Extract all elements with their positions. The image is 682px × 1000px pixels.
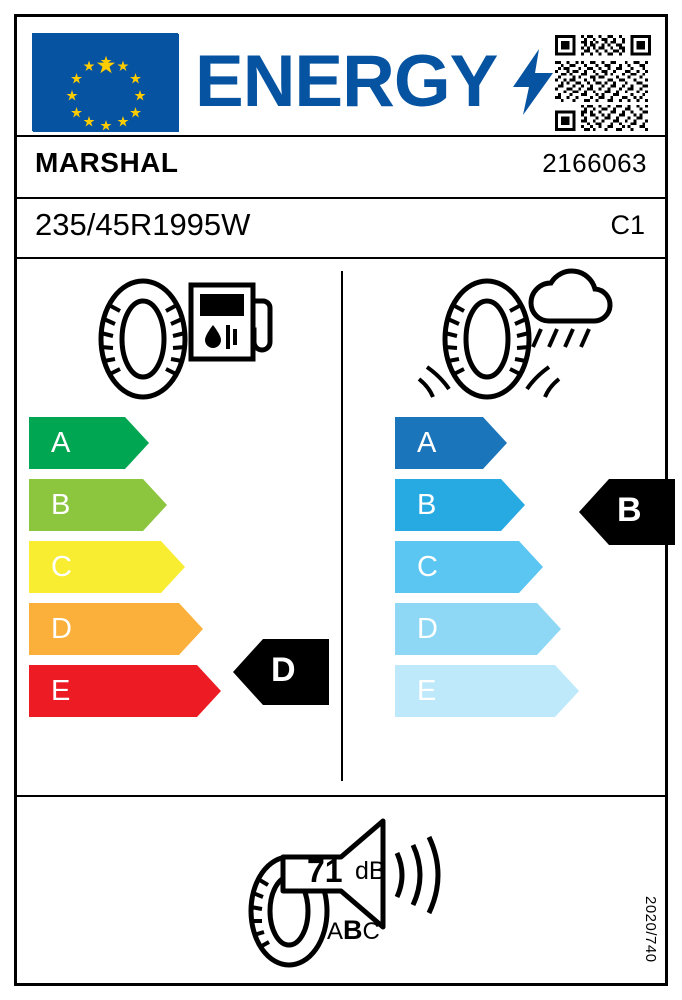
fuel-efficiency-pictogram (87, 267, 277, 407)
wet-selected-marker (579, 479, 675, 545)
lightning-bolt-icon (511, 49, 555, 115)
brand-code: 2166063 (542, 148, 647, 178)
tyre-icon (445, 281, 529, 397)
noise-unit: dB (355, 857, 386, 885)
regulation-year: 2020/740 (642, 896, 659, 963)
eu-flag (32, 33, 178, 131)
noise-value: 71 (307, 853, 343, 889)
wet-selected-letter: B (617, 491, 642, 529)
wet-grip-column (341, 257, 665, 795)
grade-bar (29, 541, 353, 593)
grade-letter: E (51, 675, 71, 707)
grade-bar (395, 603, 682, 655)
grade-bar (395, 417, 682, 469)
tyre-size-row (17, 197, 665, 257)
label-header (17, 17, 665, 135)
grade-bar (395, 665, 682, 717)
noise-class-a: A (327, 918, 344, 945)
grading-section (17, 257, 665, 795)
grade-letter: B (417, 489, 437, 521)
energy-label-card (14, 14, 668, 986)
grade-letter: C (51, 551, 72, 583)
grade-bar (29, 417, 353, 469)
brand-row (17, 135, 665, 195)
fuel-selected-marker (233, 639, 329, 705)
grade-letter: C (417, 551, 438, 583)
wet-grade-bars (341, 417, 682, 727)
tyre-size: 235/45R1995W (35, 207, 251, 242)
tyre-class: C1 (610, 210, 645, 240)
grade-letter: E (417, 675, 437, 707)
grade-letter: D (51, 613, 72, 645)
fuel-pump-icon (191, 285, 270, 359)
noise-class-scale (327, 915, 380, 946)
noise-class-b: B (343, 915, 363, 945)
grade-letter: D (417, 613, 438, 645)
fuel-selected-letter: D (271, 651, 296, 689)
rain-cloud-icon (531, 271, 610, 347)
regulation-reference (639, 873, 659, 963)
brand-name: MARSHAL (35, 147, 179, 178)
grade-letter: A (417, 427, 437, 459)
grade-letter: A (51, 427, 71, 459)
fuel-efficiency-column (17, 257, 341, 795)
grade-bar (395, 541, 682, 593)
page-title: ENERGY (195, 41, 498, 122)
tyre-icon (101, 281, 185, 397)
qr-code (555, 35, 651, 131)
noise-class-c: C (362, 918, 380, 945)
noise-pictogram (233, 817, 463, 977)
grade-letter: B (51, 489, 71, 521)
wet-grip-pictogram (401, 267, 621, 407)
noise-section (17, 795, 665, 983)
grade-bar (29, 479, 353, 531)
sound-waves-icon (397, 837, 438, 913)
